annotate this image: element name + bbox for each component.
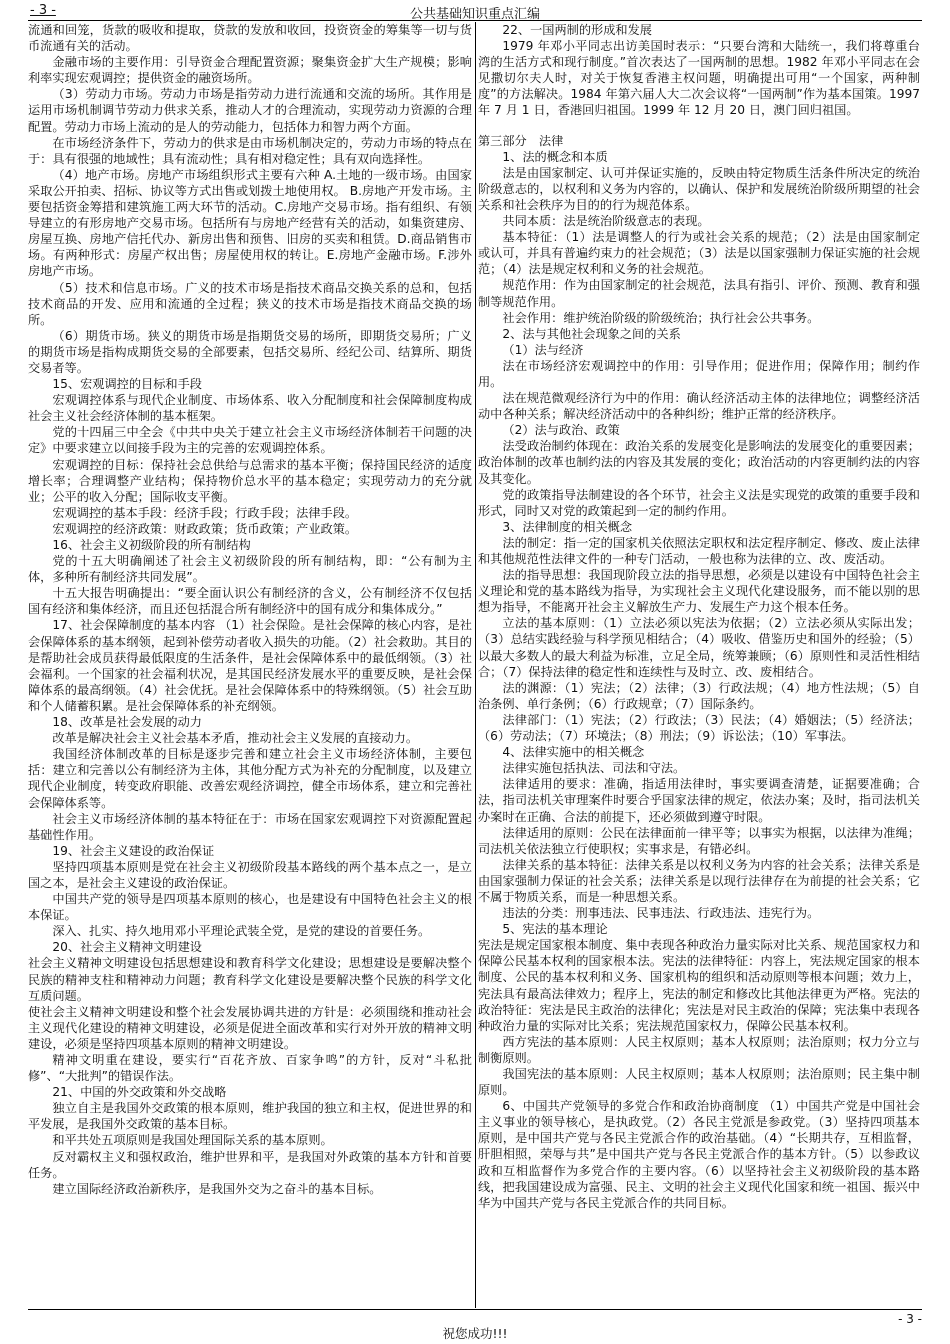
paragraph: 建立国际经济政治新秩序，是我国外交为之奋斗的基本目标。 (52, 1181, 382, 1196)
header-title: 公共基础知识重点汇编 (409, 7, 540, 22)
paragraph: 社会作用：维护统治阶级的阶级统治；执行社会公共事务。 (502, 310, 820, 325)
paragraph: 流通和回笼，货款的吸收和提取，贷款的发放和收回，投资资金的筹集等一切与货币流通有关的活动。 (28, 23, 472, 54)
paragraph: 法的指导思想：我国现阶段立法的指导思想，必须是以建设有中国特色社会主义理论和党的基本路线为指导，为实现社会主义现代化建设服务，而不能以别的思想为指导，不能离开社会主义解放生产力、发展生产力这个根本任务。 (478, 568, 920, 615)
paragraph: 共同本质：法是统治阶级意志的表现。 (502, 214, 710, 229)
paragraph: （4）地产市场。房地产市场组织形式主要有六种 A.土地的一级市场。由国家采取公开拍卖、招标、协议等方式出售或划拨土地使用权。 B.房地产开发市场。主要包括资金筹措和建筑施工两大环节的活动。C.房地产交易市场。指有组织、有领导建立的有形房地产交易市场。包括所有与房地产经营有关的活动，如集资建房、房屋互换、房地产信托代办、新房出售和预售、旧房的买卖和租赁。D.商品销售市场。有两种形式：房屋产权出售；房屋使用权的转让。E.房地产金融市场。F.涉外房地产市场。 (28, 167, 472, 279)
paragraph: 社会主义市场经济体制的基本特征在于：市场在国家宏观调控下对资源配置起基础性作用。 (28, 811, 472, 842)
paragraph: 法的制定：指一定的国家机关依照法定职权和法定程序制定、修改、废止法律和其他规范性法律文件的一种专门活动，一般也称为法律的立、改、废活动。 (478, 535, 920, 566)
paragraph: （3）劳动力市场。劳动力市场是指劳动力进行流通和交流的场所。其作用是运用市场机制调节劳动力供求关系，推动人才的合理流动，实现劳动力资源的合理配置。劳动力市场上流动的是人的劳动能力，包括体力和智力两个方面。 (28, 87, 472, 134)
paragraph: 宏观调控的经济政策：财政政策；货币政策；产业政策。 (52, 521, 358, 536)
paragraph: 规范作用：作为由国家制定的社会规范，法具有指引、评价、预测、教育和强制等规范作用。 (478, 278, 920, 309)
paragraph: 违法的分类：刑事违法、民事违法、行政违法、违宪行为。 (502, 906, 820, 921)
bottom-page-number: - 3 - (898, 1312, 922, 1326)
paragraph: 4、法律实施中的相关概念 (502, 745, 645, 760)
paragraph: 基本特征：（1）法是调整人的行为或社会关系的规范；（2）法是由国家制定或认可，并具有普遍约束力的社会规范；（3）法是以国家强制力保证实施的社会规范；（4）法是规定权利和义务的社会规范。 (478, 230, 920, 277)
section-heading: 第三部分 法律 (478, 133, 564, 148)
paragraph: 中国共产党的领导是四项基本原则的核心，也是建设有中国特色社会主义的根本保证。 (28, 892, 472, 923)
bottom-rule (28, 1309, 922, 1310)
paragraph: （5）技术和信息市场。广义的技术市场是指技术商品交换关系的总和，包括技术商品的开发、应用和流通的全过程；狭义的技术市场是指技术商品交换的场所。 (28, 280, 472, 327)
paragraph: 党的十四届三中全会《中共中央关于建立社会主义市场经济体制若干问题的决定》中要求建立以间接手段为主的完善的宏观调控体系。 (28, 425, 472, 456)
section-heading: 20、社会主义精神文明建设 (52, 940, 202, 955)
paragraph: 和平共处五项原则是我国处理国际关系的基本原则。 (52, 1133, 333, 1148)
paragraph: 改革是解决社会主义社会基本矛盾，推动社会主义发展的直接动力。 (52, 731, 419, 746)
left-column (28, 22, 472, 1308)
paragraph: 党的政策指导法制建设的各个环节，社会主义法是实现党的政策的重要手段和形式，同时又对党的政策起到一定的制约作用。 (478, 487, 920, 518)
paragraph: 党的十五大明确阐述了社会主义初级阶段的所有制结构，即：“公有制为主体，多种所有制经济共同发展”。 (28, 554, 472, 585)
paragraph: （1）法与经济 (502, 342, 584, 357)
paragraph: 6、中国共产党领导的多党合作和政治协商制度 （1）中国共产党是中国社会主义事业的领导核心，是执政党。（2）各民主党派是参政党。（3）坚持四项基本原则，是中国共产党与各民主党派合作的政治基础。（4）“长期共存，互相监督，肝胆相照，荣辱与共”是中国共产党与各民主党派合作的基本方针。（5）以参政议政和互相监督作为多党合作的主要内容。（6）以坚持社会主义初级阶段的基本路线，把我国建设成为富强、民主、文明的社会主义现代化国家和统一祖国、振兴中华为中国共产党与各民主党派合作的共同目标。 (478, 1099, 920, 1210)
right-column (478, 22, 920, 1308)
paragraph: 独立自主是我国外交政策的根本原则，维护我国的独立和主权，促进世界的和平发展，是我国外交政策的基本目标。 (28, 1101, 472, 1132)
paragraph: 5、宪法的基本理论 (502, 922, 608, 937)
paragraph: 精神文明重在建设，要实行“百花齐放、百家争鸣”的方针，反对“斗私批修”、“大批判”的错误作法。 (28, 1053, 472, 1084)
paragraph: 1979 年邓小平同志出访美国时表示：“只要台湾和大陆统一，我们将尊重台湾的生活方式和现行制度。”首次表达了一国两制的思想。1982 年邓小平同志在会见撒切尔夫人时，对关于恢复香港主权问题，明确提出可用“一个国家，两种制度”的方法解决。1984 年第六届人大二次会议将“一国两制”作为基本国策。1997 年 7 月 1 日，香港回归祖国。1999 年 12 月 20 日，澳门回归祖国。 (478, 39, 920, 118)
paragraph: 宏观调控的基本手段：经济手段；行政手段；法律手段。 (52, 505, 358, 520)
paragraph: 我国宪法的基本原则：人民主权原则；基本人权原则；法治原则；民主集中制原则。 (478, 1067, 920, 1098)
paragraph: 法律实施包括执法、司法和守法。 (502, 761, 686, 776)
paragraph: 法在市场经济宏观调控中的作用：引导作用；促进作用；保障作用；制约作用。 (478, 358, 920, 389)
paragraph: 宪法是规定国家根本制度、集中表现各种政治力量实际对比关系、规范国家权力和保障公民基本权利的国家根本法。宪法的法律特征：内容上，宪法规定国家的根本制度、公民的基本权利和义务、国家机构的组织和活动原则等根本问题；效力上，宪法具有最高法律效力；程序上，宪法的制定和修改比其他法律更为严格。宪法的政治特征：宪法是民主政治的法律化；宪法是对民主政治的保障；宪法集中表现各种政治力量的实际对比关系；宪法规范国家权力，保障公民基本权利。 (478, 938, 920, 1033)
paragraph: 法受政治制约体现在：政治关系的发展变化是影响法的发展变化的重要因素；政治体制的改革也制约法的内容及其发展的变化；政治活动的内容更制约法的内容及其变化。 (478, 439, 920, 486)
paragraph: 使社会主义精神文明建设和整个社会发展协调共进的方针是：必须围绕和推动社会主义现代化建设的精神文明建设，必须是促进全面改革和实行对外开放的精神文明建设，必须是坚持四项基本原则的精神文明建设。 (28, 1004, 472, 1051)
paragraph: 在市场经济条件下，劳动力的供求是由市场机制决定的，劳动力市场的特点在于：具有很强的地域性；具有流动性；具有相对稳定性；具有双向选择性。 (28, 135, 472, 166)
paragraph: 法律适用的要求：准确，指适用法律时，事实要调查清楚，证据要准确；合法，指司法机关审理案件时要合乎国家法律的规定，依法办案；及时，指司法机关办案时在正确、合法的前提下，还必须做到遵守时限。 (478, 777, 920, 824)
section-heading: 21、中国的外交政策和外交战略 (52, 1085, 227, 1100)
paragraph: 法律关系的基本特征：法律关系是以权利义务为内容的社会关系；法律关系是由国家强制力保证的社会关系；法律关系是以现行法律存在为前提的社会关系；它不属于物质关系，而是一种思想关系。 (478, 857, 920, 904)
section-heading: 18、改革是社会发展的动力 (52, 715, 202, 730)
paragraph: 我国经济体制改革的目标是逐步完善和建立社会主义市场经济体制，主要包括：建立和完善以公有制经济为主体，其他分配方式为补充的分配制度，以及建立现代企业制度，转变政府职能、改善宏观经济调控，健全市场体系，建立和完善社会保障体系等。 (28, 747, 472, 810)
paragraph: 社会主义精神文明建设包括思想建设和教育科学文化建设；思想建设是要解决整个民族的精神支柱和精神动力问题；教育科学文化建设是要解决整个民族的科学文化互质问题。 (28, 956, 472, 1003)
footer-text: 祝您成功!!! (442, 1326, 508, 1341)
paragraph: 法律部门：（1）宪法；（2）行政法；（3）民法；（4）婚姻法；（5）经济法；（6）劳动法；（7）环境法；（8）刑法；（9）诉讼法；（10）军事法。 (478, 712, 920, 744)
column-divider (475, 22, 476, 1308)
paragraph: 宏观调控的目标：保持社会总供给与总需求的基本平衡；保持国民经济的适度增长率；合理调整产业结构；保持物价总水平的基本稳定；实现劳动力的充分就业；公平的收入分配；国际收支平衡。 (28, 457, 472, 504)
paragraph: 1、法的概念和本质 (502, 149, 608, 164)
paragraph: 十五大报告明确提出：“要全面认识公有制经济的含义，公有制经济不仅包括国有经济和集体经济，而且还包括混合所有制经济中的国有成分和集体成分。” (28, 586, 472, 617)
page-header (28, 2, 922, 21)
paragraph: 深入、扎实、持久地用邓小平理论武装全党，是党的建设的首要任务。 (52, 924, 431, 939)
paragraph: 宏观调控体系与现代企业制度、市场体系、收入分配制度和社会保障制度构成社会主义社会经济体制的基本框架。 (28, 393, 472, 424)
paragraph: 法是由国家制定、认可并保证实施的，反映由特定物质生活条件所决定的统治阶级意志的，以权利和义务为内容的，以确认、保护和发展统治阶级所期望的社会关系和社会秩序为目的的行为规范体系。 (478, 165, 920, 212)
header-page-number: - 3 - (30, 3, 56, 18)
paragraph: 金融市场的主要作用：引导资金合理配置资源；聚集资金扩大生产规模；影响利率实现宏观调控；提供资金的融资场所。 (28, 55, 472, 86)
paragraph: 西方宪法的基本原则：人民主权原则；基本人权原则；法治原则；权力分立与制衡原则。 (478, 1034, 920, 1065)
section-heading: 22、一国两制的形成和发展 (502, 23, 652, 37)
paragraph: 反对霸权主义和强权政治，维护世界和平，是我国对外政策的基本方针和首要任务。 (28, 1149, 472, 1180)
section-heading: 19、社会主义建设的政治保证 (52, 843, 215, 858)
section-heading: 15、宏观调控的目标和手段 (52, 377, 202, 392)
paragraph: 法律适用的原则：公民在法律面前一律平等；以事实为根据，以法律为准绳；司法机关依法独立行使职权；实事求是，有错必纠。 (478, 825, 920, 856)
section-heading: 16、社会主义初级阶段的所有制结构 (52, 538, 251, 552)
paragraph: 法在规范微观经济行为中的作用：确认经济活动主体的法律地位；调整经济活动中各种关系；解决经济活动中的各种纠纷；维护正常的经济秩序。 (478, 391, 920, 422)
paragraph: （6）期货市场。狭义的期货市场是指期货交易的场所，即期货交易所；广义的期货市场是指构成期货交易的全部要素，包括交易所、经纪公司、结算所、期货交易者等。 (28, 328, 472, 375)
paragraph: （2）法与政治、政策 (502, 423, 620, 438)
paragraph: 17、社会保障制度的基本内容 （1）社会保险。是社会保障的核心内容，是社会保障体系的基本纲领，起到补偿劳动者收入损失的功能。（2）社会救助。其目的是帮助社会成员获得最低限度的生活条件，是社会保障体系中的最低纲领。（3）社会福利。一个国家的社会福利状况，是其国民经济发展水平的重要反映，是社会保障体系的最高纲领。（4）社会优抚。是社会保障体系中的特殊纲领。（5）社会互助和个人储蓄积累。是社会保障体系的补充纲领。 (28, 618, 472, 713)
paragraph: 3、法律制度的相关概念 (502, 519, 633, 534)
paragraph: 立法的基本原则：（1）立法必须以宪法为依据；（2）立法必须从实际出发；（3）总结实践经验与科学预见相结合；（4）吸收、借鉴历史和国外的经验；（5）以最大多数人的最大利益为标准，立足全局，统筹兼顾；（6）原则性和灵活性相结合；（7）保持法律的稳定性和连续性与及时立、改、废相结合。 (478, 616, 920, 679)
paragraph: 2、法与其他社会现象之间的关系 (502, 326, 681, 341)
paragraph: 法的渊源：（1）宪法；（2）法律；（3）行政法规；（4）地方性法规；（5）自治条例、单行条例；（6）行政规章；（7）国际条约。 (478, 680, 920, 711)
paragraph: 坚持四项基本原则是党在社会主义初级阶段基本路线的两个基本点之一，是立国之本，是社会主义建设的政治保证。 (28, 859, 472, 890)
